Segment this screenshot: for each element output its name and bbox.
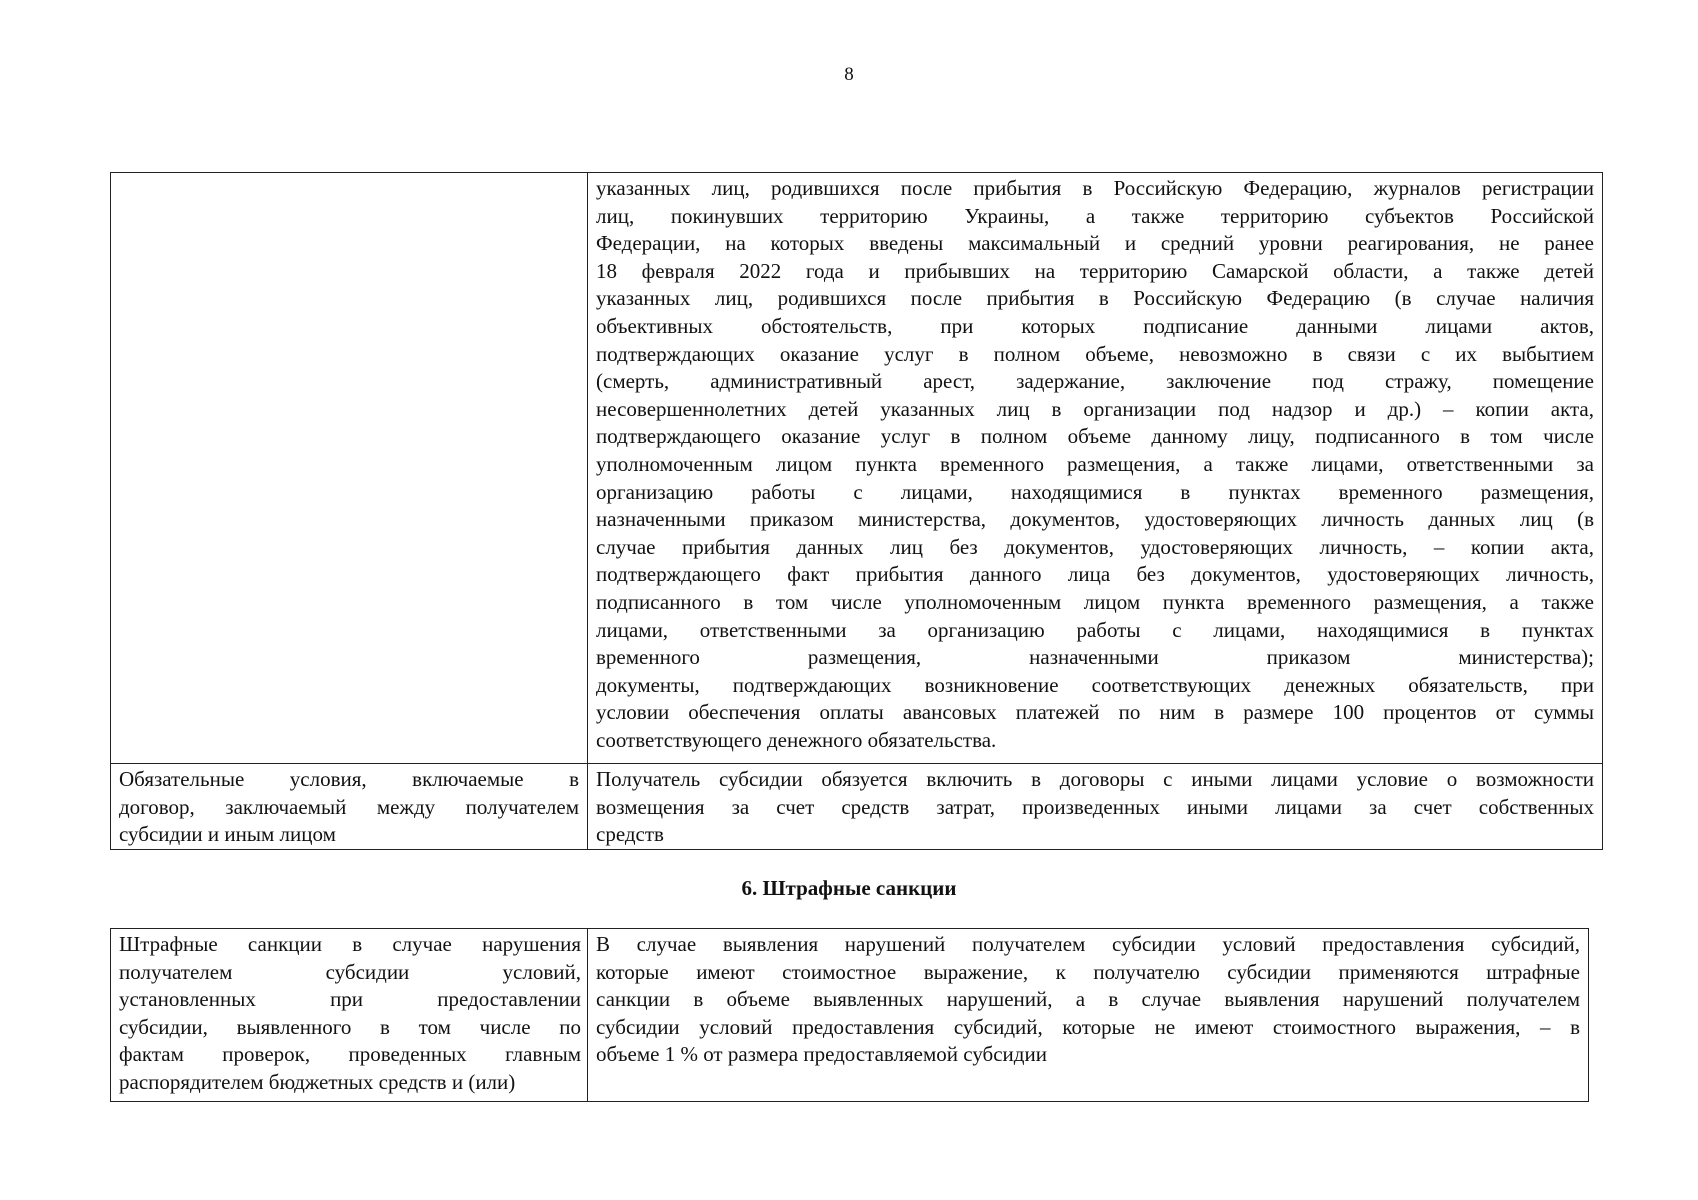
text-line: уполномоченным лицом пункта временного размещения, а также лицами, ответственными за — [596, 451, 1594, 476]
text-line: установленных при предоставлении — [119, 987, 581, 1012]
text-line: назначенными приказом министерства, документов, удостоверяющих личность данных лиц (в — [596, 507, 1594, 532]
text-line: подтверждающего факт прибытия данного лица без документов, удостоверяющих личность, — [596, 562, 1594, 587]
text-line: документы, подтверждающих возникновение соответствующих денежных обязательств, при — [596, 672, 1594, 697]
text-line: санкции в объеме выявленных нарушений, а в случае выявления нарушений получателем — [596, 987, 1580, 1012]
text-line: Обязательные условия, включаемые в — [119, 767, 579, 791]
section-title: 6. Штрафные санкции — [741, 876, 957, 900]
text-line: которые имеют стоимостное выражение, к получателю субсидии применяются штрафные — [596, 959, 1580, 984]
text-line: средств — [596, 822, 664, 847]
text-line: 18 февраля 2022 года и прибывших на территорию Самарской области, а также детей — [596, 258, 1594, 283]
penalties-table — [110, 928, 1589, 1102]
text-line: объективных обстоятельств, при которых подписание данными лицами актов, — [596, 313, 1594, 338]
text-line: случае прибытия данных лиц без документов, удостоверяющих личность, – копии акта, — [596, 534, 1594, 559]
text-line: несовершеннолетних детей указанных лиц в организации под надзор и др.) – копии акта, — [596, 396, 1594, 421]
text-line: подписанного в том числе уполномоченным лицом пункта временного размещения, а также — [596, 589, 1594, 614]
text-line: подтверждающего оказание услуг в полном объеме данному лицу, подписанного в том числе — [596, 424, 1594, 449]
text-line: (смерть, административный арест, задержание, заключение под стражу, помещение — [596, 369, 1594, 394]
conditions-table — [110, 172, 1603, 850]
text-line: В случае выявления нарушений получателем субсидии условий предоставления субсидий, — [596, 932, 1580, 956]
text-line: субсидии условий предоставления субсидий, которые не имеют стоимостного выражения, – в — [596, 1014, 1580, 1039]
page-number: 8 — [844, 64, 854, 85]
text-line: Штрафные санкции в случае нарушения — [119, 932, 581, 956]
text-line: возмещения за счет средств затрат, произведенных иными лицами за счет собственных — [596, 794, 1594, 819]
text-line: лицами, ответственными за организацию работы с лицами, находящимися в пунктах — [596, 617, 1594, 642]
table-cell-label — [111, 173, 588, 764]
text-line: получателем субсидии условий, — [119, 959, 581, 984]
text-line: указанных лиц, родившихся после прибытия в Российскую Федерацию (в случае наличия — [596, 286, 1594, 311]
text-line: условии обеспечения оплаты авансовых платежей по ним в размере 100 процентов от суммы — [596, 700, 1594, 725]
text-line: соответствующего денежного обязательства. — [596, 727, 997, 752]
table-cell-text — [588, 929, 1589, 1102]
table-cell-label — [111, 929, 588, 1102]
text-line: фактам проверок, проведенных главным — [119, 1042, 581, 1067]
table-cell-label — [111, 764, 588, 850]
text-line: лиц, покинувших территорию Украины, а также территорию субъектов Российской — [596, 203, 1594, 228]
table-row — [111, 764, 1603, 850]
text-line: распорядителем бюджетных средств и (или) — [119, 1069, 516, 1094]
text-line: организацию работы с лицами, находящимися в пунктах временного размещения, — [596, 479, 1594, 504]
text-line: Федерации, на которых введены максимальный и средний уровни реагирования, не ранее — [596, 231, 1594, 256]
text-line: субсидии, выявленного в том числе по — [119, 1014, 581, 1039]
table-row — [111, 929, 1589, 1102]
text-line: договор, заключаемый между получателем — [119, 794, 579, 819]
text-line: объеме 1 % от размера предоставляемой субсидии — [596, 1042, 1047, 1067]
text-line: указанных лиц, родившихся после прибытия в Российскую Федерацию, журналов регистрации — [596, 176, 1594, 200]
text-line: субсидии и иным лицом — [119, 822, 336, 847]
text-line: временного размещения, назначенными приказом министерства); — [596, 645, 1594, 670]
table-cell-text — [588, 173, 1603, 764]
table-row — [111, 173, 1603, 764]
text-line: Получатель субсидии обязуется включить в договоры с иными лицами условие о возможности — [596, 767, 1594, 791]
text-line: подтверждающих оказание услуг в полном объеме, невозможно в связи с их выбытием — [596, 341, 1594, 366]
table-cell-text — [588, 764, 1603, 850]
